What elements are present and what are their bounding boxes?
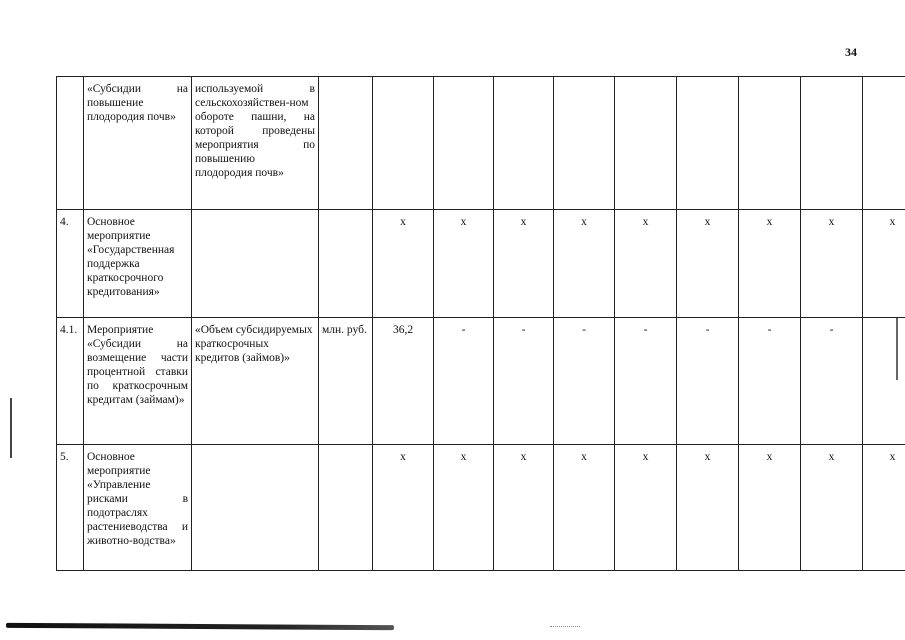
indicator-name: «Объем субсидируемых краткосрочных кредитов (займов)» — [192, 318, 319, 445]
value-cell — [554, 77, 615, 210]
value-cell: х — [554, 445, 615, 571]
table-row — [57, 318, 905, 445]
value-cell: х — [615, 445, 677, 571]
value-cell: х — [863, 445, 905, 571]
unit-cell: млн. руб. — [319, 318, 373, 445]
value-cell: - — [554, 318, 615, 445]
value-cell: - — [677, 318, 739, 445]
table-row — [57, 210, 905, 318]
row-number: 5. — [57, 445, 84, 571]
value-cell: - — [739, 318, 801, 445]
value-cell: - — [494, 318, 554, 445]
value-cell: х — [615, 210, 677, 318]
activity-name: Основное мероприятие «Государственная поддержка краткосрочного кредитования» — [84, 210, 192, 318]
activity-name: Мероприятие «Субсидии на возмещение части процентной ставки по краткосрочным кредитам (займам)» — [84, 318, 192, 445]
value-cell: х — [739, 210, 801, 318]
scan-dots — [550, 626, 580, 629]
program-table — [56, 76, 905, 571]
value-cell — [434, 77, 494, 210]
value-cell — [863, 77, 905, 210]
activity-name: «Субсидии на повышение плодородия почв» — [84, 77, 192, 210]
value-cell: х — [434, 210, 494, 318]
indicator-name — [192, 445, 319, 571]
row-number — [57, 77, 84, 210]
row-number: 4. — [57, 210, 84, 318]
value-cell: х — [373, 210, 434, 318]
value-cell — [739, 77, 801, 210]
value-cell: х — [677, 210, 739, 318]
value-cell: х — [677, 445, 739, 571]
table-row — [57, 77, 905, 210]
scan-mark-right — [896, 318, 898, 380]
value-cell: - — [434, 318, 494, 445]
table-row — [57, 445, 905, 571]
value-cell — [863, 318, 905, 445]
value-cell: х — [434, 445, 494, 571]
unit-cell — [319, 77, 373, 210]
value-cell — [801, 77, 863, 210]
unit-cell — [319, 210, 373, 318]
row-number: 4.1. — [57, 318, 84, 445]
value-cell: х — [494, 445, 554, 571]
value-cell: х — [863, 210, 905, 318]
value-cell — [677, 77, 739, 210]
scan-bar — [6, 623, 394, 630]
value-cell: - — [801, 318, 863, 445]
value-cell: х — [739, 445, 801, 571]
value-cell: х — [801, 210, 863, 318]
value-cell: 36,2 — [373, 318, 434, 445]
page-number: 34 — [845, 45, 857, 59]
value-cell: х — [373, 445, 434, 571]
scan-mark-left — [10, 398, 12, 458]
value-cell — [494, 77, 554, 210]
value-cell: х — [554, 210, 615, 318]
activity-name: Основное мероприятие «Управление рисками в подотраслях растениеводства и животно-водства» — [84, 445, 192, 571]
indicator-name — [192, 210, 319, 318]
indicator-name: используемой в сельскохозяйствен-ном обороте пашни, на которой проведены мероприятия по повышению плодородия почв» — [192, 77, 319, 210]
value-cell — [615, 77, 677, 210]
value-cell: х — [494, 210, 554, 318]
value-cell — [373, 77, 434, 210]
value-cell: х — [801, 445, 863, 571]
unit-cell — [319, 445, 373, 571]
value-cell: - — [615, 318, 677, 445]
